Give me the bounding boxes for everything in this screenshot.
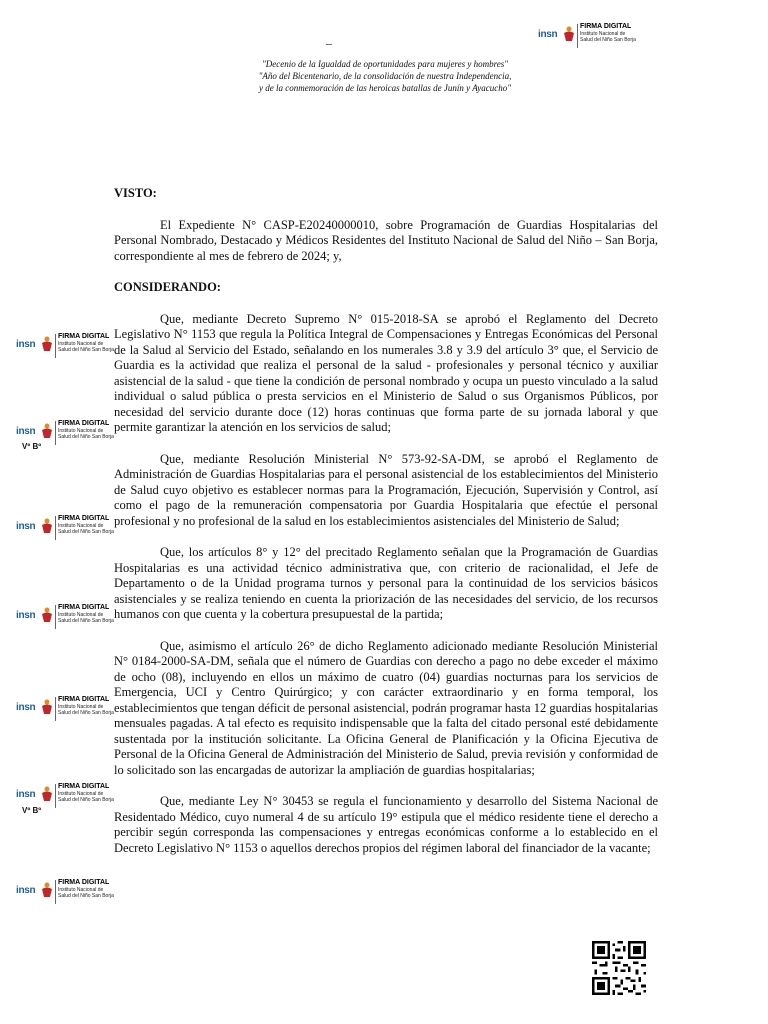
child-emblem-icon xyxy=(40,423,54,439)
year-line: "Año del Bicentenario, de la consolidación de nuestra Independencia, xyxy=(258,71,512,81)
insn-logo: insn xyxy=(16,789,36,800)
child-emblem-icon xyxy=(40,518,54,534)
insn-logo: insn xyxy=(16,885,36,896)
divider xyxy=(577,24,578,48)
insn-logo: insn xyxy=(16,610,36,621)
stamp-institution: Instituto Nacional de Salud del Niño San Borja xyxy=(58,612,114,624)
visto-heading: VISTO: xyxy=(114,186,157,200)
stamp-institution: Instituto Nacional de Salud del Niño San Borja xyxy=(58,887,114,899)
stamp-title: FIRMA DIGITAL xyxy=(58,515,110,522)
stamp-title: FIRMA DIGITAL xyxy=(58,333,110,340)
stamp-title: FIRMA DIGITAL xyxy=(58,420,110,427)
divider xyxy=(55,516,56,540)
stamp-title: FIRMA DIGITAL xyxy=(58,696,110,703)
decade-line: "Decenio de la Igualdad de oportunidades para mujeres y hombres" xyxy=(261,59,509,69)
child-emblem-icon xyxy=(40,882,54,898)
considerando-paragraph: Que, mediante Resolución Ministerial N° 573-92-SA-DM, se aprobó el Reglamento de Administración de Guardias Hospitalarias para el personal asistencial de los establecimientos del Ministerio de Salud cuyo objetivo es establecer normas para la Programación, Ejecución, Supervisión y Control, así como el pago de la remuneración compensatoria por Guardia Hospitalaria que efectúe el personal profesional y no profesional de la salud en los establecimientos asistenciales del Ministerio de Salud; xyxy=(114,451,658,528)
child-emblem-icon xyxy=(40,607,54,623)
considerando-paragraph: Que, asimismo el artículo 26° de dicho Reglamento adicionado mediante Resolución Ministerial N° 0184-2000-SA-DM, señala que el número de Guardias con derecho a pago no debe exceder el máximo de ocho (08), incluyendo en ellos un máximo de cuatro (04) guardias nocturnas para los servicios de Emergencia, UCI y Centro Quirúrgico; y con carácter extraordinario y en forma temporal, los establecimientos que tengan déficit de personal asistencial, podrán programar hasta 12 guardias hospitalarias mensuales pagadas. A tal efecto es requisito indispensable que la falta del citado personal esté debidamente sustentada por la institución solicitante. La Oficina General de Planificación y la Oficina Ejecutiva de Personal de la Oficina General de Administración del Ministerio de Salud, previa revisión y conformidad de lo solicitado son las encargadas de autorizar la ampliación de guardias hospitalarias; xyxy=(114,638,658,777)
digital-signature-stamp[interactable] xyxy=(16,696,116,722)
stamp-title: FIRMA DIGITAL xyxy=(58,879,110,886)
child-emblem-icon xyxy=(40,336,54,352)
stamp-title: FIRMA DIGITAL xyxy=(58,604,110,611)
vobo-mark: Vº Bº xyxy=(22,442,42,451)
stamp-title: FIRMA DIGITAL xyxy=(58,783,110,790)
divider xyxy=(55,421,56,445)
divider xyxy=(55,697,56,721)
insn-logo: insn xyxy=(538,29,558,40)
document-body xyxy=(114,186,658,856)
insn-logo: insn xyxy=(16,426,36,437)
stamp-institution: Instituto Nacional de Salud del Niño San Borja xyxy=(58,341,114,353)
stamp-institution: Instituto Nacional de Salud del Niño San Borja xyxy=(580,31,636,43)
considerando-paragraph: Que, mediante Ley N° 30453 se regula el funcionamiento y desarrollo del Sistema Nacional de Residentado Médico, cuyo numeral 4 de su artículo 19° estipula que el médico residente tiene el derecho a percibir según corresponda las compensaciones y entregas económicas conforme a lo establecido en el Decreto Legislativo N° 1153 o aquellos derechos propios del régimen laboral del financiador de la vacante; xyxy=(114,794,658,855)
insn-logo: insn xyxy=(16,702,36,713)
divider xyxy=(55,784,56,808)
child-emblem-icon xyxy=(40,786,54,802)
considerando-heading: CONSIDERANDO: xyxy=(114,280,221,294)
insn-logo: insn xyxy=(16,521,36,532)
vobo-mark: Vº Bº xyxy=(22,806,42,815)
child-emblem-icon xyxy=(40,699,54,715)
digital-signature-stamp[interactable] xyxy=(16,604,116,630)
stamp-institution: Instituto Nacional de Salud del Niño San Borja xyxy=(58,428,114,440)
digital-signature-stamp[interactable] xyxy=(16,879,116,905)
visto-paragraph: El Expediente N° CASP-E20240000010, sobre Programación de Guardias Hospitalarias del Personal Nombrado, Destacado y Médicos Residentes del Instituto Nacional de Salud del Niño – San Borja, correspondiente al mes de febrero de 2024; y, xyxy=(114,217,658,263)
stamp-institution: Instituto Nacional de Salud del Niño San Borja xyxy=(58,791,114,803)
digital-signature-stamp[interactable] xyxy=(16,515,116,541)
qr-code xyxy=(592,941,646,995)
divider xyxy=(55,334,56,358)
divider xyxy=(55,880,56,904)
digital-signature-stamp[interactable] xyxy=(16,333,116,359)
considerando-paragraph: Que, los artículos 8° y 12° del precitado Reglamento señalan que la Programación de Guardias Hospitalarias es una actividad técnico administrativa que, con criterio de racionalidad, el Jefe de Departamento o de la Unidad programa turnos y personal para la continuidad de los servicios básicos asistenciales y se realiza teniendo en cuenta la priorización de las necesidades del servicio, de los recursos humanos con que cuenta y la cobertura presupuestal de la partida; xyxy=(114,545,658,621)
considerando-paragraph: Que, mediante Decreto Supremo N° 015-2018-SA se aprobó el Reglamento del Decreto Legislativo N° 1153 que regula la Política Integral de Compensaciones y Entregas Económicas del Personal de la Salud al Servicio del Estado, señalando en los numerales 3.8 y 3.9 del artículo 3° que, el Servicio de Guardia es la actividad que realiza el personal de la salud - profesionales y personal técnico y auxiliar asistencial de la salud - que tiene la condición de personal nombrado y ocupa un puesto vinculado a la salud individual o salud pública o presta servicios en el Ministerio de Salud o sus Organismos Públicos, por necesidad del servicio durante doce (12) horas continuas que forma parte de su jornada laboral y que permite garantizar la atención en los servicios de salud; xyxy=(114,311,658,434)
stamp-title: FIRMA DIGITAL xyxy=(580,23,632,30)
child-emblem-icon xyxy=(562,26,576,42)
stamp-institution: Instituto Nacional de Salud del Niño San Borja xyxy=(58,523,114,535)
divider xyxy=(55,605,56,629)
decade-heading xyxy=(200,58,570,94)
insn-logo: insn xyxy=(16,339,36,350)
stamp-institution: Instituto Nacional de Salud del Niño San Borja xyxy=(58,704,114,716)
digital-signature-stamp-top[interactable] xyxy=(538,23,638,49)
header-dash: – xyxy=(326,36,332,50)
year-line-continued: y de la conmemoración de las heroicas batallas de Junín y Ayacucho" xyxy=(259,83,511,93)
